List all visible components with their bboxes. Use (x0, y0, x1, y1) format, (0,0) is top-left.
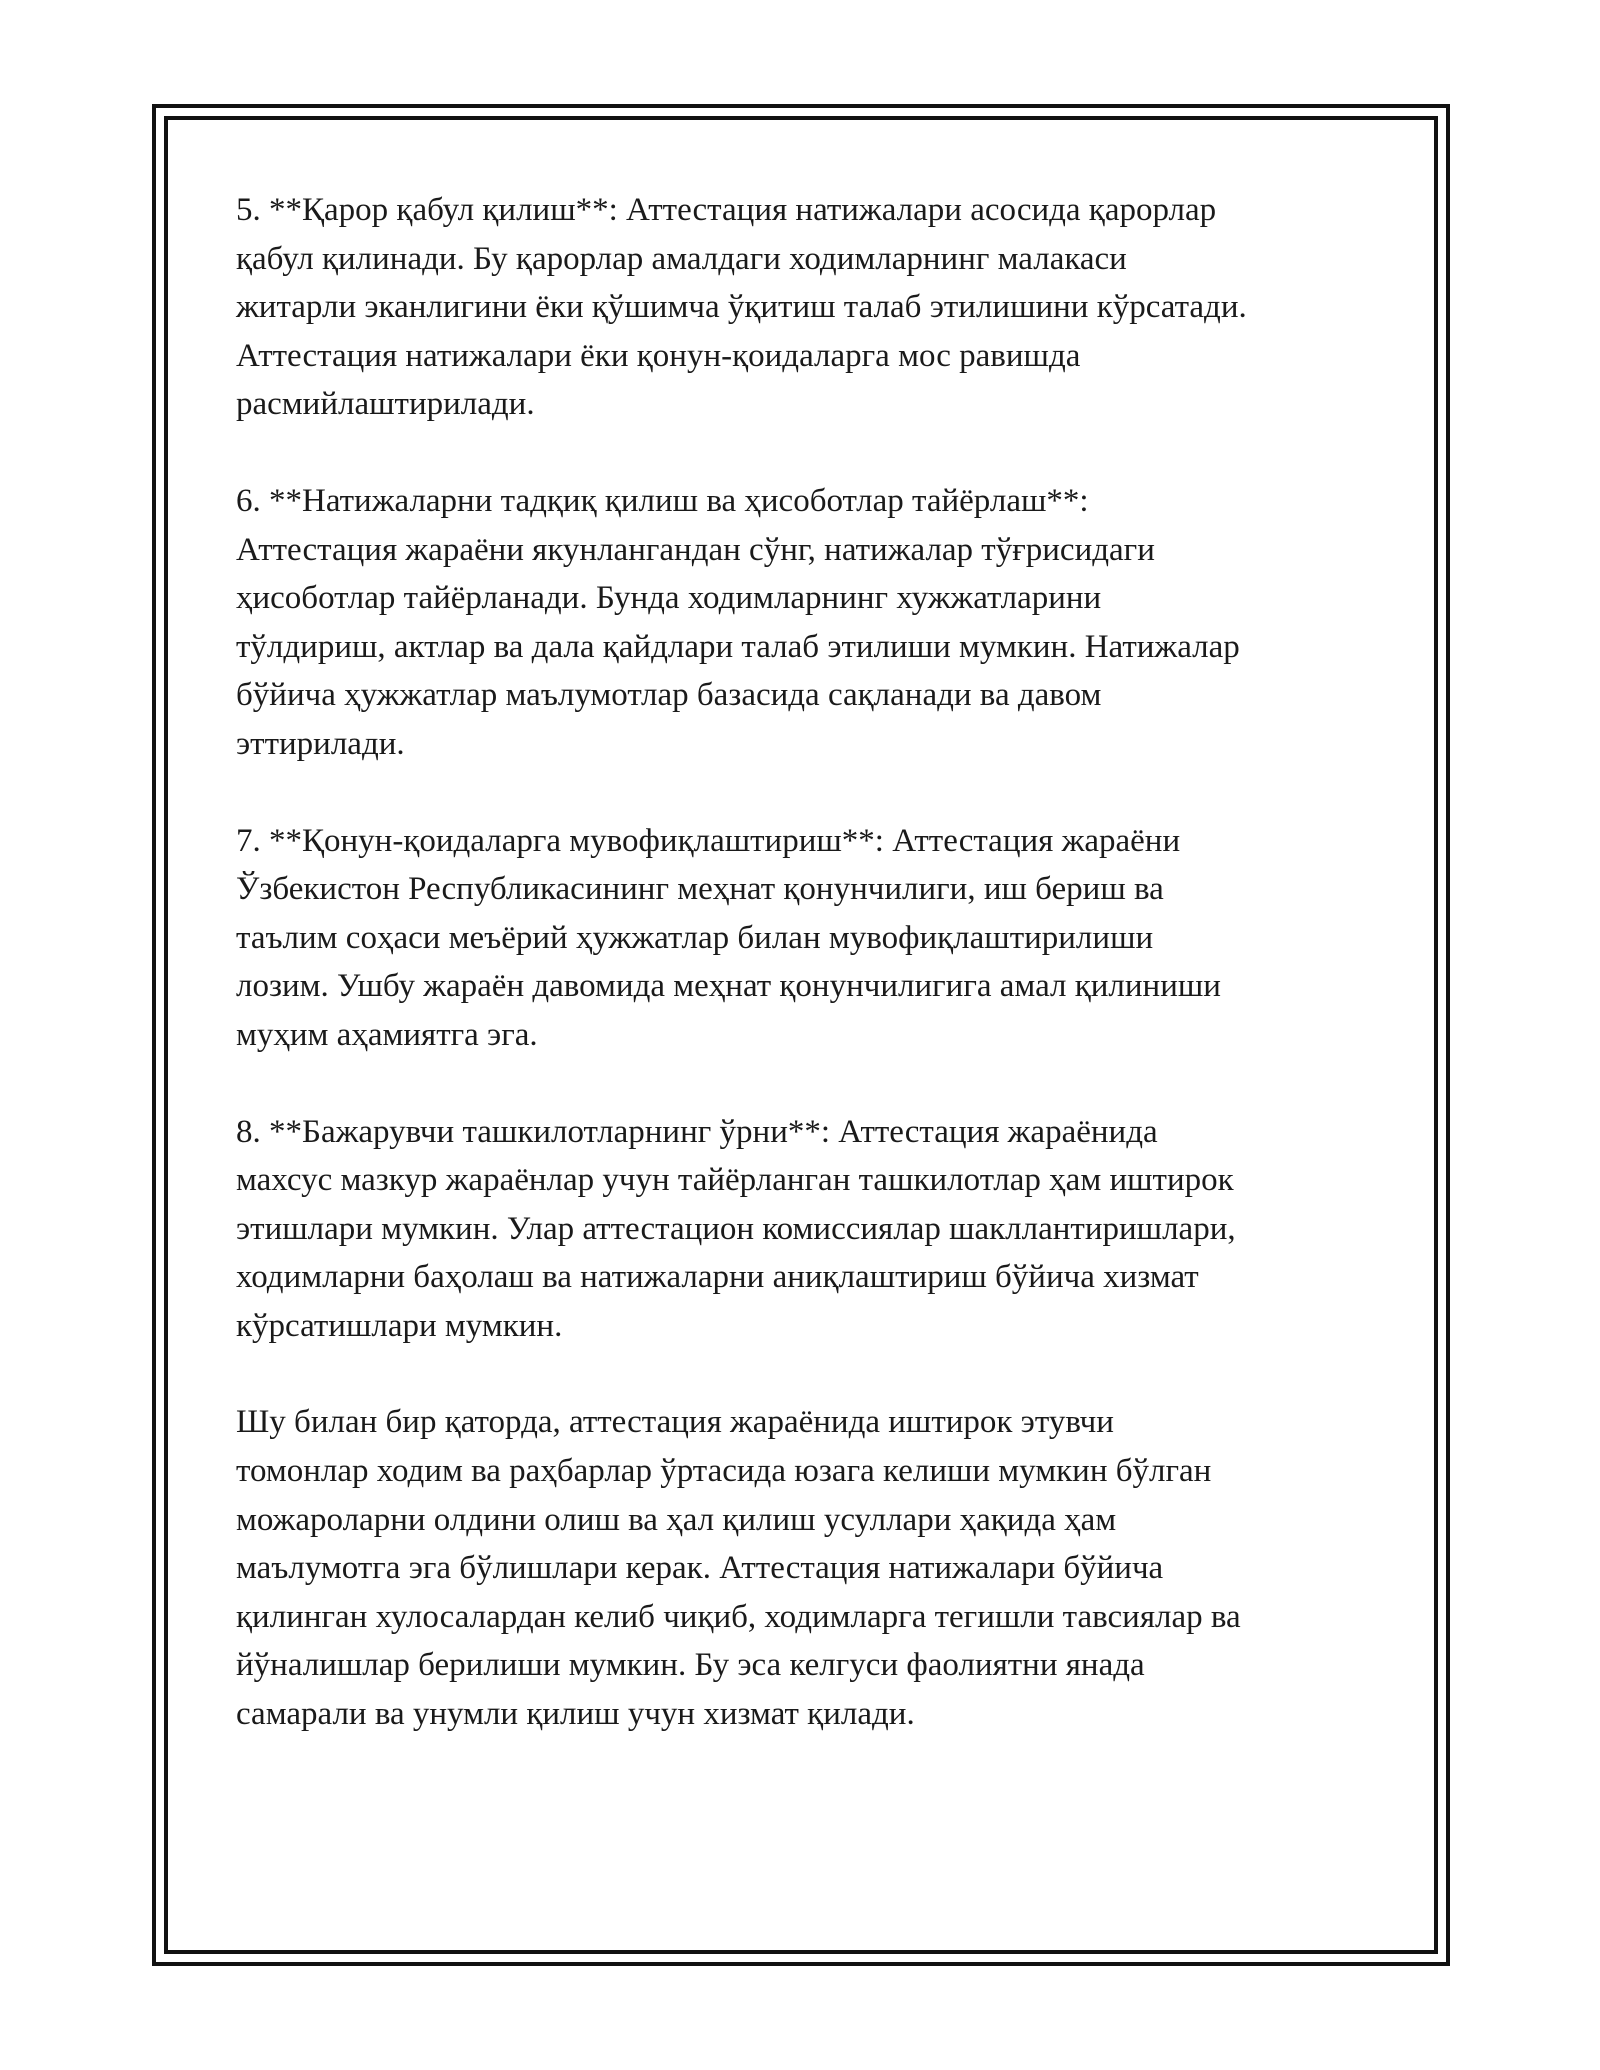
paragraph-legal-compliance: 7. **Қонун-қоидаларга мувофиқлаштириш**: Аттестация жараёни Ўзбекистон Республикасининг меҳнат қонунчилиги, иш бериш ва таълим соҳаси меъёрий ҳужжатлар билан мувофиқлаштирилиши лозим. Ушбу жараён давомида меҳнат қонунчилигига амал қилиниши муҳим аҳамиятга эга. (236, 822, 1221, 1053)
paragraph-executing-organizations: 8. **Бажарувчи ташкилотларнинг ўрни**: Аттестация жараёнида махсус мазкур жараёнлар учун тайёрланган ташкилотлар ҳам иштирок этишлари мумкин. Улар аттестацион комиссиялар шакллантиришлари, ходимларни баҳолаш ва натижаларни аниқлаштириш бўйича хизмат кўрсатишлари мумкин. (236, 1113, 1236, 1344)
paragraph-conclusion: Шу билан бир қаторда, аттестация жараёнида иштирок этувчи томонлар ходим ва раҳбарлар ўртасида юзага келиши мумкин бўлган можароларни олдини олиш ва ҳал қилиш усуллари ҳақида ҳам маълумотга эга бўлишлари керак. Аттестация натижалари бўйича қилинган хулосалардан келиб чиқиб, ходимларга тегишли тавсиялар ва йўналишлар берилиши мумкин. Бу эса келгуси фаолиятни янада самарали ва унумли қилиш учун хизмат қилади. (236, 1404, 1241, 1733)
paragraph-results-reports: 6. **Натижаларни тадқиқ қилиш ва ҳисоботлар тайёрлаш**: Аттестация жараёни якунлангандан сўнг, натижалар тўғрисидаги ҳисоботлар тайёрланади. Бунда ходимларнинг хужжатларини тўлдириш, актлар ва дала қайдлари талаб этилиши мумкин. Натижалар бўйича ҳужжатлар маълумотлар базасида сақланади ва давом эттирилади. (236, 482, 1240, 762)
paragraph-decision-making: 5. **Қарор қабул қилиш**: Аттестация натижалари асосида қарорлар қабул қилинади. Бу қарорлар амалдаги ходимларнинг малакаси житарли эканлигини ёки қўшимча ўқитиш талаб этилишини кўрсатади. Аттестация натижалари ёки қонун-қоидаларга мос равишда расмийлаштирилади. (236, 192, 1247, 423)
document-body (236, 186, 1386, 1787)
